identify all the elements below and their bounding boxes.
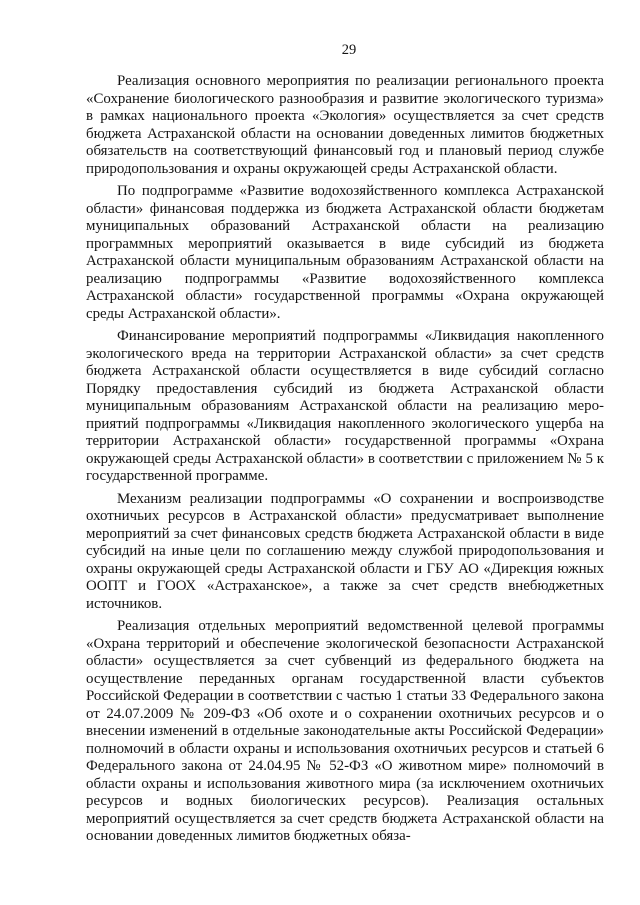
paragraph-water-management-subprogram: По подпрограмме «Развитие водохозяйственного комплекса Астраханской области» финансовая поддержка из бюджета Астраханской области бюджетам муниципальных образований Астраханской области на реализацию программных мероприятий оказывается в виде субсидий из бюджета Астраханской области муниципальным образованиям Астраханской области на реализацию подпрограммы «Развитие водохозяйственного комплекса Астраханской области» государственной программы «Охрана окружающей среды Астраханской области». <box>86 183 604 322</box>
paragraph-departmental-target-program: Реализация отдельных мероприятий ведомственной целевой программы «Охрана территорий и обеспечение экологической безопасности Астраханской области» осуществляется за счет субвенций из федерального бюджета на осуществление переданных органам государственной власти субъектов Российской Федерации в соответствии с частью 1 статьи 33 Федерального закона от 24.07.2009 № 209-ФЗ «Об охоте и о сохранении охотничьих ресурсов и о внесении изменений в отдельные законодательные акты Российской Федерации» полномочий в области охраны и использования охотничьих ресурсов и статьей 6 Федерального закона от 24.04.95 № 52-ФЗ «О животном мире» полномочий в области охраны и использования животного мира (за исключением охотничьих ресурсов и водных биологических ресурсов). Реализация остальных мероприятий осуществляется за счет средств бюджета Астраханской области на основании доведенных лимитов бюджетных обяза- <box>86 618 604 844</box>
paragraph-environmental-damage-subprogram: Финансирование мероприятий подпрограммы «Ликвидация накопленного экологического вреда на территории Астраханской области» за счет средств бюджета Астраханской области осуществляется в виде субсидий согласно Порядку предоставления субсидий из бюджета Астраханской области муниципальным образованиям Астраханской области на реализацию мероприятий подпрограммы «Ликвидация накопленного экологического ущерба на территории Астраханской области» государственной программы «Охрана окружающей среды Астраханской области» в соответствии с приложением № 5 к государственной программе. <box>86 328 604 484</box>
page-number: 29 <box>341 42 357 58</box>
paragraph-regional-project-funding: Реализация основного мероприятия по реализации регионального проекта «Сохранение биологического разнообразия и развитие экологического туризма» в рамках национального проекта «Экология» осуществляется за счет средств бюджета Астраханской области на основании доведенных лимитов бюджетных обязательств на соответствующий финансовый год и плановый период службе природопользования и охраны окружающей среды Астраханской области. <box>86 73 604 177</box>
paragraph-hunting-resources-subprogram: Механизм реализации подпрограммы «О сохранении и воспроизводстве охотничьих ресурсов в Астраханской области» предусматривает выполнение мероприятий за счет финансовых средств бюджета Астраханской области в виде субсидий на иные цели по соглашению между службой природопользования и охраны окружающей среды Астраханской области и ГБУ АО «Дирекция южных ООПТ и ГООХ «Астраханское», а также за счет средств внебюджетных источников. <box>86 490 604 612</box>
